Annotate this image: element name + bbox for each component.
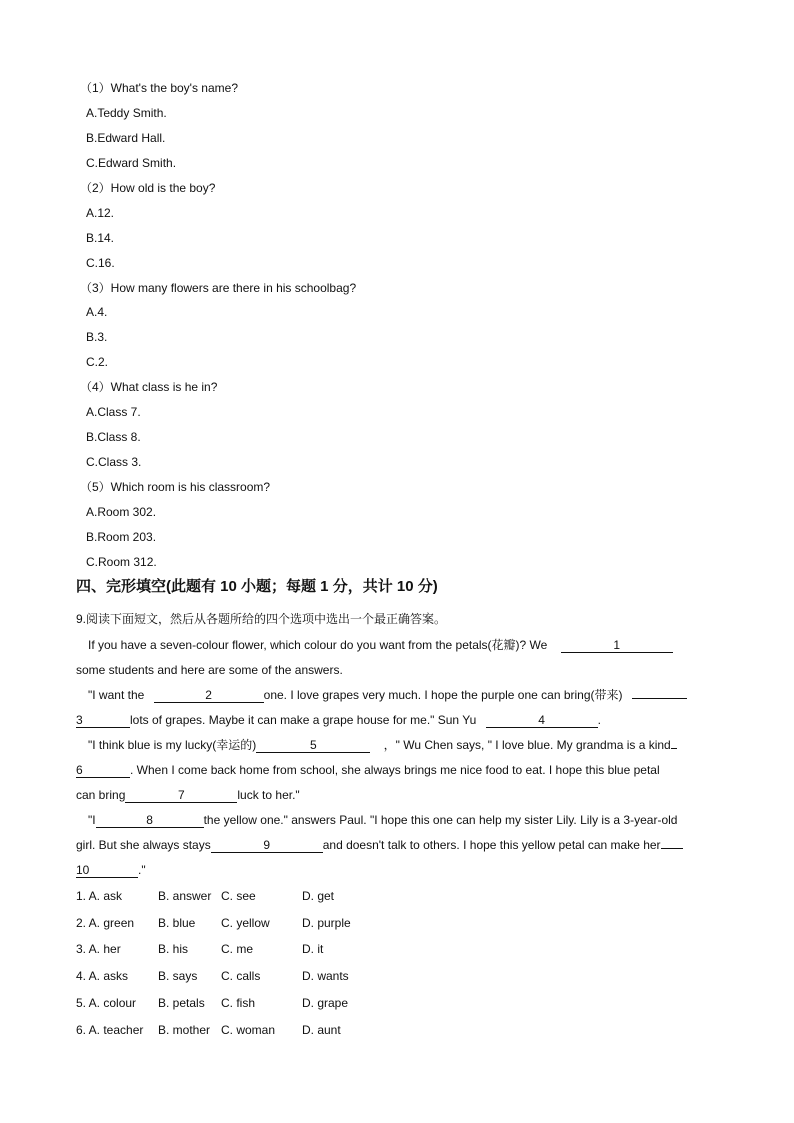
passage-line-6 <box>76 762 660 778</box>
choice-cell: D. aunt <box>302 1023 341 1037</box>
option-5c: C.Room 312. <box>86 555 157 569</box>
passage-text: . <box>597 713 601 727</box>
passage-text: the yellow one." answers Paul. "I hope this one can help my sister Lily. Lily is a 3-year-old <box>203 813 678 827</box>
passage-line-1 <box>88 637 673 653</box>
option-1b: B.Edward Hall. <box>86 131 166 145</box>
choice-cell: 1. A. ask <box>76 889 123 903</box>
blank-4: 4 <box>486 714 598 728</box>
choice-cell: D. it <box>302 942 324 956</box>
question-5: （5）Which room is his classroom? <box>80 480 271 494</box>
passage-text: . When I come back home from school, she always brings me nice food to eat. I hope this blue petal <box>130 763 660 777</box>
passage-line-3 <box>88 687 687 703</box>
question-3: （3）How many flowers are there in his schoolbag? <box>80 281 357 295</box>
passage-text: and doesn't talk to others. I hope this yellow petal can make her <box>322 838 661 852</box>
choice-cell: C. me <box>221 942 254 956</box>
blank-3: 3 <box>76 714 130 728</box>
choice-cell: C. yellow <box>221 916 270 930</box>
passage-text: luck to her." <box>237 788 300 802</box>
choice-cell: B. mother <box>158 1023 211 1037</box>
option-2b: B.14. <box>86 231 115 245</box>
choice-cell: B. petals <box>158 996 205 1010</box>
passage-line-8 <box>88 812 677 828</box>
passage-line-7 <box>76 787 300 803</box>
choice-cell: 5. A. colour <box>76 996 137 1010</box>
blank-6: 6 <box>76 764 130 778</box>
passage-text: "I <box>88 813 96 827</box>
option-2a: A.12. <box>86 206 115 220</box>
blank-9: 9 <box>211 839 323 853</box>
passage-line-5 <box>88 737 677 753</box>
option-2c: C.16. <box>86 256 115 270</box>
section-heading: 四、完形填空(此题有 10 小题；每题 1 分，共计 10 分) <box>76 578 438 595</box>
option-5a: A.Room 302. <box>86 505 157 519</box>
blank-8: 8 <box>96 814 204 828</box>
option-4b: B.Class 8. <box>86 430 141 444</box>
blank-5: 5 <box>256 739 370 753</box>
option-3a: A.4. <box>86 305 108 319</box>
passage-text: ." <box>138 863 146 877</box>
choice-cell: 2. A. green <box>76 916 135 930</box>
option-4c: C.Class 3. <box>86 455 142 469</box>
option-5b: B.Room 203. <box>86 530 157 544</box>
choice-cell: D. purple <box>302 916 351 930</box>
blank-3-start <box>632 698 687 699</box>
passage-text: ，" Wu Chen says, " I love blue. My grandma is a kind <box>383 738 671 752</box>
choice-cell: B. says <box>158 969 198 983</box>
blank-10: 10 <box>76 864 138 878</box>
option-1c: C.Edward Smith. <box>86 156 177 170</box>
passage-text: girl. But she always stays <box>76 838 211 852</box>
option-1a: A.Teddy Smith. <box>86 106 167 120</box>
question-2: （2）How old is the boy? <box>80 181 216 195</box>
choice-cell: D. grape <box>302 996 349 1010</box>
passage-text: If you have a seven-colour flower, which colour do you want from the petals(花瓣)? We <box>88 638 548 652</box>
choice-cell: D. wants <box>302 969 349 983</box>
passage-text: lots of grapes. Maybe it can make a grape house for me." Sun Yu <box>130 713 477 727</box>
passage-text: "I want the <box>88 688 145 702</box>
passage-line-2: some students and here are some of the answers. <box>76 663 343 677</box>
choice-cell: C. woman <box>221 1023 276 1037</box>
section-instruction: 9.阅读下面短文，然后从各题所给的四个选项中选出一个最正确答案。 <box>76 612 447 626</box>
option-3c: C.2. <box>86 355 109 369</box>
blank-7: 7 <box>125 789 237 803</box>
choice-cell: B. blue <box>158 916 196 930</box>
choice-cell: C. calls <box>221 969 261 983</box>
choice-cell: D. get <box>302 889 335 903</box>
passage-line-9 <box>76 837 683 853</box>
option-3b: B.3. <box>86 330 108 344</box>
choice-cell: 4. A. asks <box>76 969 129 983</box>
blank-6-start <box>671 748 677 749</box>
choice-cell: B. answer <box>158 889 212 903</box>
blank-2: 2 <box>154 689 264 703</box>
choice-cell: C. see <box>221 889 256 903</box>
passage-line-4 <box>76 712 601 728</box>
passage-text: can bring <box>76 788 126 802</box>
choice-cell: 6. A. teacher <box>76 1023 144 1037</box>
passage-text: "I think blue is my lucky(幸运的) <box>88 738 257 752</box>
question-1: （1）What's the boy's name? <box>80 81 238 95</box>
choice-cell: B. his <box>158 942 189 956</box>
passage-text: one. I love grapes very much. I hope the purple one can bring(带来) <box>263 688 623 702</box>
choice-cell: C. fish <box>221 996 256 1010</box>
blank-10-start <box>661 848 683 849</box>
choice-cell: 3. A. her <box>76 942 121 956</box>
option-4a: A.Class 7. <box>86 405 141 419</box>
question-4: （4）What class is he in? <box>80 380 218 394</box>
blank-1: 1 <box>561 639 673 653</box>
passage-line-10 <box>76 862 146 878</box>
